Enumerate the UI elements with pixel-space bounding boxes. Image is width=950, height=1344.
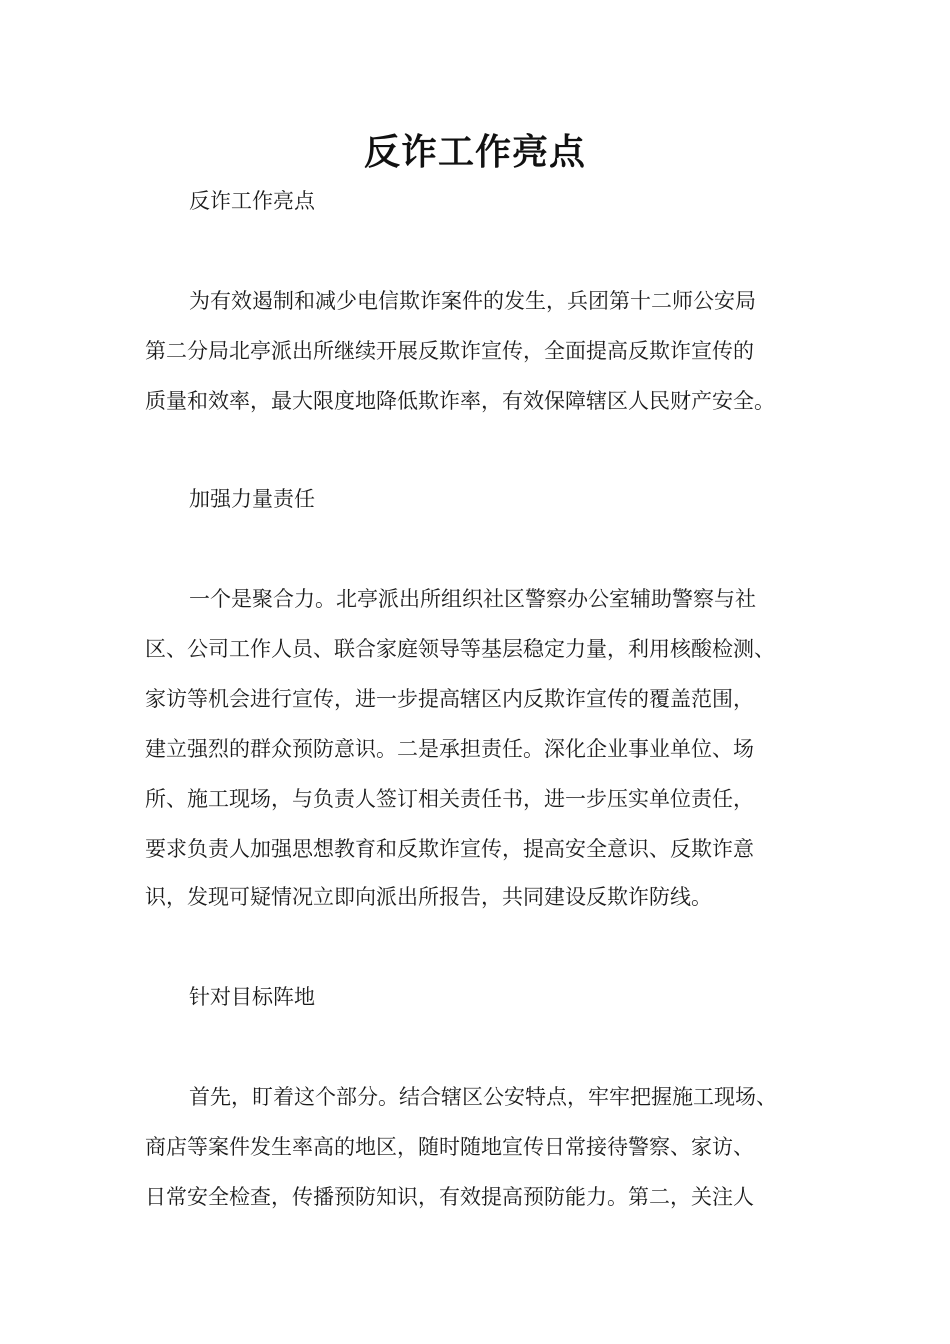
body-line: 区、公司工作人员、联合家庭领导等基层稳定力量，利用核酸检测、 xyxy=(145,637,775,661)
body-line: 为有效遏制和减少电信欺诈案件的发生，兵团第十二师公安局 xyxy=(189,289,756,313)
body-line: 质量和效率，最大限度地降低欺诈率，有效保障辖区人民财产安全。 xyxy=(145,389,775,413)
body-line: 日常安全检查，传播预防知识，有效提高预防能力。第二，关注人 xyxy=(145,1185,754,1209)
document-title: 反诈工作亮点 xyxy=(363,132,586,173)
section-heading: 针对目标阵地 xyxy=(189,985,315,1009)
body-line: 首先，盯着这个部分。结合辖区公安特点，牢牢把握施工现场、 xyxy=(189,1085,777,1109)
body-line: 所、施工现场，与负责人签订相关责任书，进一步压实单位责任， xyxy=(145,787,754,811)
body-line: 家访等机会进行宣传，进一步提高辖区内反欺诈宣传的覆盖范围， xyxy=(145,687,754,711)
body-line: 识，发现可疑情况立即向派出所报告，共同建设反欺诈防线。 xyxy=(145,885,712,909)
body-line: 商店等案件发生率高的地区，随时随地宣传日常接待警察、家访、 xyxy=(145,1135,754,1159)
body-line: 要求负责人加强思想教育和反欺诈宣传，提高安全意识、反欺诈意 xyxy=(145,837,754,861)
body-line: 一个是聚合力。北亭派出所组织社区警察办公室辅助警察与社 xyxy=(189,587,756,611)
subtitle-line: 反诈工作亮点 xyxy=(189,189,315,213)
body-line: 建立强烈的群众预防意识。二是承担责任。深化企业事业单位、场 xyxy=(145,737,754,761)
body-line: 第二分局北亭派出所继续开展反欺诈宣传，全面提高反欺诈宣传的 xyxy=(145,339,754,363)
section-heading: 加强力量责任 xyxy=(189,487,315,511)
